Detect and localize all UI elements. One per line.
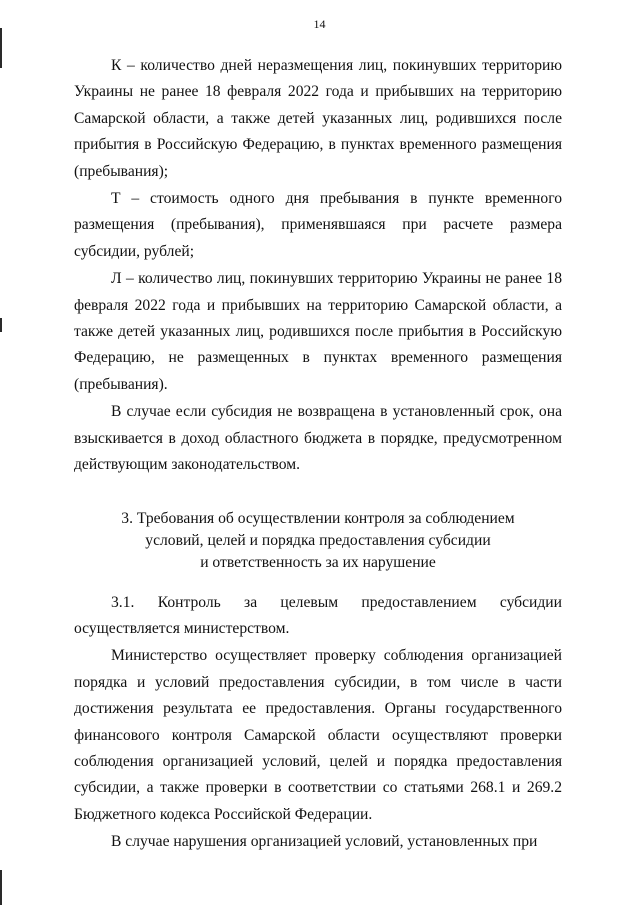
paragraph-violation: В случае нарушения организацией условий, установленных при (111, 833, 538, 851)
paragraph-k-definition: К – количество дней неразмещения лиц, покинувших территорию Украины не ранее 18 февраля 2022 года и прибывших на территорию Самарской области, а также детей указанных лиц, родившихся после прибытия в Российскую Федерацию, в пунктах временного размещения (пребывания); (74, 57, 562, 180)
paragraph-3-1: 3.1. Контроль за целевым предоставлением субсидии осуществляется министерством. (74, 593, 562, 637)
paragraph-recovery: В случае если субсидия не возвращена в установленный срок, она взыскивается в доход областного бюджета в порядке, предусмотренном действующим законодательством. (74, 403, 562, 474)
section-heading-line: условий, целей и порядка предоставления субсидии (145, 531, 491, 549)
scan-edge-mark (0, 870, 2, 905)
scan-edge-mark (0, 318, 2, 332)
section-heading (74, 508, 562, 574)
page-number: 14 (313, 17, 326, 31)
document-body (74, 53, 562, 856)
section-heading-line: 3. Требования об осуществлении контроля за соблюдением (121, 509, 515, 527)
scan-edge-mark (0, 28, 2, 68)
section-heading-line: и ответственность за их нарушение (200, 553, 436, 571)
paragraph-l-definition: Л – количество лиц, покинувших территорию Украины не ранее 18 февраля 2022 года и прибывших на территорию Самарской области, а также детей указанных лиц, родившихся после прибытия в Российскую Федерацию, не размещенных в пунктах временного размещения (пребывания). (74, 270, 562, 393)
paragraph-t-definition: Т – стоимость одного дня пребывания в пункте временного размещения (пребывания), применявшаяся при расчете размера субсидии, рублей; (74, 190, 562, 260)
paragraph-ministry-control: Министерство осуществляет проверку соблюдения организацией порядка и условий предоставления субсидии, в том числе в части достижения результата ее предоставления. Органы государственного финансового контроля Самарской области осуществляют проверки соблюдения организацией условий, целей и порядка предоставления субсидии, а также проверки в соответствии со статьями 268.1 и 269.2 Бюджетного кодекса Российской Федерации. (74, 647, 562, 823)
